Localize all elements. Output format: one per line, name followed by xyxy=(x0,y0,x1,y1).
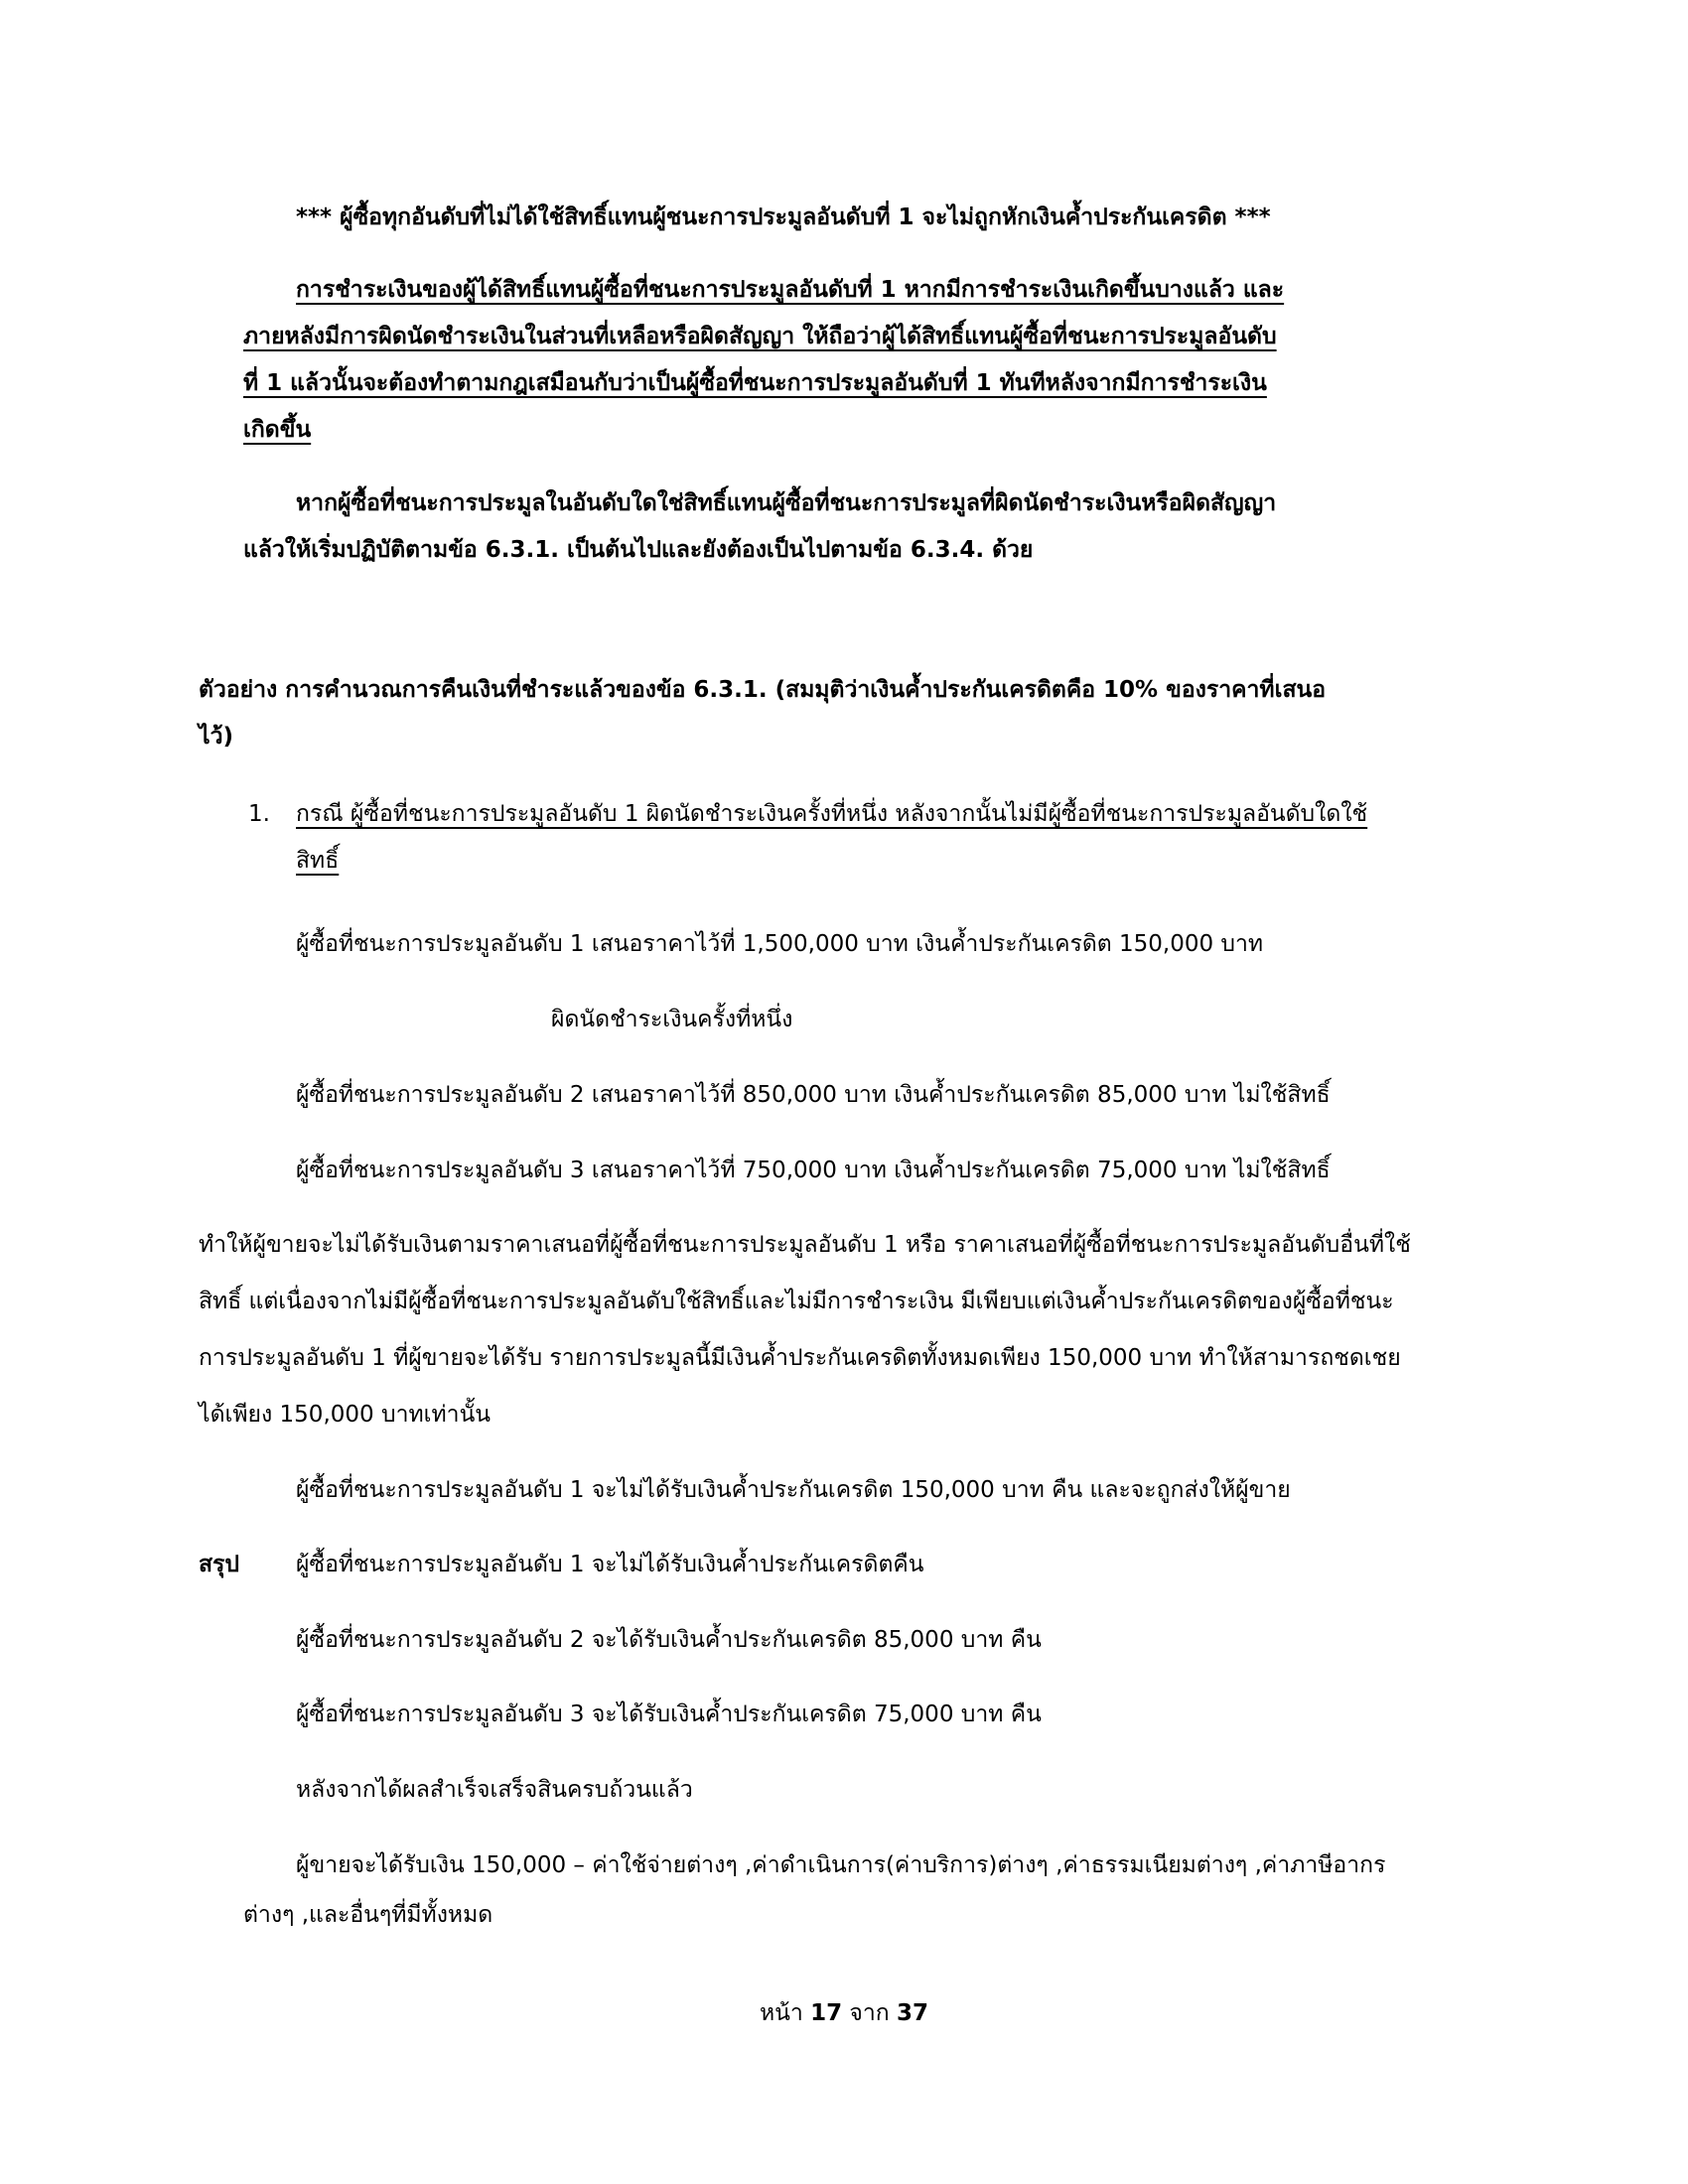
case-line: กรณี ผู้ซื้อที่ชนะการประมูลอันดับ 1 ผิดนัดชำระเงินครั้งที่หนึ่ง หลังจากนั้นไม่มีผู้ซื้อที่ชนะการประมูลอันดับใดใช้ xyxy=(296,801,1368,827)
after-line: หลังจากได้ผลสำเร็จเสร็จสินครบถ้วนแล้ว xyxy=(296,1777,693,1803)
summary-item: ผู้ซื้อที่ชนะการประมูลอันดับ 3 จะได้รับเงินค้ำประกันเครดิต 75,000 บาท คืน xyxy=(296,1702,1042,1727)
paragraph-line: แล้วให้เริ่มปฏิบัติตามข้อ 6.3.1. เป็นต้นไปและยังต้องเป็นไปตามข้อ 6.3.4. ด้วย xyxy=(243,537,1034,563)
paragraph-line: สิทธิ์ แต่เนื่องจากไม่มีผู้ซื้อที่ชนะการประมูลอันดับใช้สิทธิ์และไม่มีการชำระเงิน มีเพียบแต่เงินค้ำประกันเครดิตของผู้ซื้อที่ชนะ xyxy=(199,1289,1394,1314)
summary-item: ผู้ซื้อที่ชนะการประมูลอันดับ 1 จะไม่ได้รับเงินค้ำประกันเครดิตคืน xyxy=(296,1552,924,1577)
paragraph-line: การประมูลอันดับ 1 ที่ผู้ขายจะได้รับ รายการประมูลนี้มีเงินค้ำประกันเครดิตทั้งหมดเพียง 150,000 บาท ทำให้สามารถชดเชย xyxy=(199,1345,1401,1371)
page-total: 37 xyxy=(897,2000,929,2026)
paragraph-line: ต่างๆ ,และอื่นๆที่มีทั้งหมด xyxy=(243,1902,493,1928)
paragraph-line: ได้เพียง 150,000 บาทเท่านั้น xyxy=(199,1402,492,1428)
forfeit-line: ผู้ซื้อที่ชนะการประมูลอันดับ 1 จะไม่ได้รับเงินค้ำประกันเครดิต 150,000 บาท คืน และจะถูกส่งให้ผู้ขาย xyxy=(296,1477,1291,1503)
bidder-1-line: ผู้ซื้อที่ชนะการประมูลอันดับ 1 เสนอราคาไว้ที่ 1,500,000 บาท เงินค้ำประกันเครดิต 150,000 บาท xyxy=(296,931,1264,957)
footer-mid: จาก xyxy=(849,2000,890,2026)
paragraph-line: เกิดขึ้น xyxy=(243,417,312,443)
list-number: 1. xyxy=(248,801,270,827)
summary-item: ผู้ซื้อที่ชนะการประมูลอันดับ 2 จะได้รับเงินค้ำประกันเครดิต 85,000 บาท คืน xyxy=(296,1627,1042,1653)
paragraph-line: ผู้ขายจะได้รับเงิน 150,000 – ค่าใช้จ่ายต่างๆ ,ค่าดำเนินการ(ค่าบริการ)ต่างๆ ,ค่าธรรมเนียมต่างๆ ,ค่าภาษีอากร xyxy=(296,1852,1386,1878)
example-line: ไว้) xyxy=(199,724,233,750)
paragraph-line: ภายหลังมีการผิดนัดชำระเงินในส่วนที่เหลือหรือผิดสัญญา ให้ถือว่าผู้ได้สิทธิ์แทนผู้ซื้อที่ชนะการประมูลอันดับ xyxy=(243,324,1277,349)
paragraph-line: ทำให้ผู้ขายจะไม่ได้รับเงินตามราคาเสนอที่ผู้ซื้อที่ชนะการประมูลอันดับ 1 หรือ ราคาเสนอที่ผู้ซื้อที่ชนะการประมูลอันดับอื่นที่ใช้ xyxy=(199,1232,1411,1258)
bidder-3-line: ผู้ซื้อที่ชนะการประมูลอันดับ 3 เสนอราคาไว้ที่ 750,000 บาท เงินค้ำประกันเครดิต 75,000 บาท ไม่ใช้สิทธิ์ xyxy=(296,1158,1331,1183)
case-line: สิทธิ์ xyxy=(296,848,340,874)
bidder-1-note: ผิดนัดชำระเงินครั้งที่หนึ่ง xyxy=(551,1007,793,1032)
summary-label: สรุป xyxy=(199,1552,239,1577)
paragraph-line: การชำระเงินของผู้ได้สิทธิ์แทนผู้ซื้อที่ชนะการประมูลอันดับที่ 1 หากมีการชำระเงินเกิดขึ้นบางแล้ว และ xyxy=(296,277,1285,303)
notice-line: *** ผู้ซื้อทุกอันดับที่ไม่ได้ใช้สิทธิ์แทนผู้ชนะการประมูลอันดับที่ 1 จะไม่ถูกหักเงินค้ำประกันเครดิต *** xyxy=(296,205,1271,230)
bidder-2-line: ผู้ซื้อที่ชนะการประมูลอันดับ 2 เสนอราคาไว้ที่ 850,000 บาท เงินค้ำประกันเครดิต 85,000 บาท ไม่ใช้สิทธิ์ xyxy=(296,1082,1331,1108)
page-number: 17 xyxy=(810,2000,843,2026)
paragraph-line: ที่ 1 แล้วนั้นจะต้องทำตามกฎเสมือนกับว่าเป็นผู้ซื้อที่ชนะการประมูลอันดับที่ 1 ทันทีหลังจากมีการชำระเงิน xyxy=(243,370,1267,396)
paragraph-line: หากผู้ซื้อที่ชนะการประมูลในอันดับใดใช่สิทธิ์แทนผู้ซื้อที่ชนะการประมูลที่ผิดนัดชำระเงินหรือผิดสัญญา xyxy=(296,490,1277,516)
example-line: ตัวอย่าง การคำนวณการคืนเงินที่ชำระแล้วของข้อ 6.3.1. (สมมุติว่าเงินค้ำประกันเครดิตคือ 10% ของราคาที่เสนอ xyxy=(199,677,1327,703)
footer-prefix: หน้า xyxy=(759,2000,803,2026)
page-footer xyxy=(0,1996,1688,2030)
